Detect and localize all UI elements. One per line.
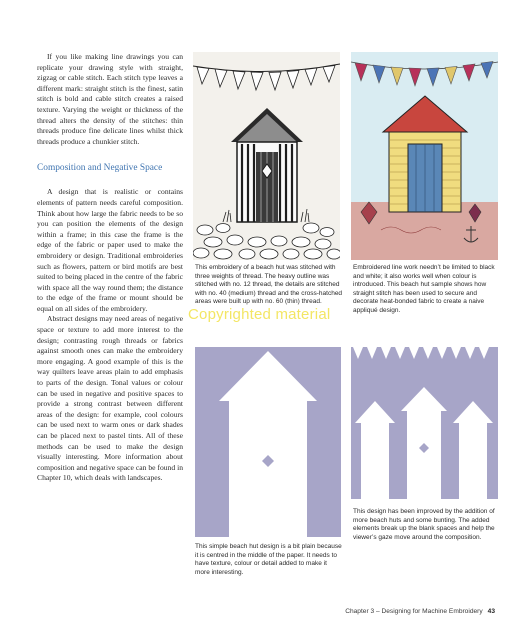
simple-hut-shape <box>195 347 341 537</box>
diagram-simple-beach-hut <box>195 347 341 537</box>
caption-bottom-right: This design has been improved by the addition of more beach huts and some bunting. The added elements break up the blank spaces and help the viewer’s gaze move around the composition. <box>353 508 495 541</box>
improved-huts-shape <box>351 347 498 499</box>
photo-colour-beach-hut-applique <box>351 52 498 260</box>
caption-top-left: This embroidery of a beach hut was stitched with three weights of thread. The heavy outline was stitched with no. 12 thread, the details are stitched with no. 40 (medium) thread and the cross-hatched areas were built up with no. 60 (thin) thread. <box>195 264 343 306</box>
section-heading: Composition and Negative Space <box>37 163 163 174</box>
photo-bw-beach-hut-embroidery <box>193 52 340 260</box>
page-number: 43 <box>487 608 495 615</box>
paragraph-stitch-types: If you like making line drawings you can replicate your drawing style with straight, zigzag or cable stitch. Each stitch type leaves a different mark: straight stitch is the finest, satin stitch is bold and cable stitch creates a raised texture. Varying the weight or thickness of the thread alters the density of the stitches: thin threads produce fine delicate lines whilst thick threads produce a chunkier stitch. <box>37 52 183 146</box>
caption-top-right: Embroidered line work needn’t be limited to black and white; it also works well when colour is introduced. This beach hut sample shows how straight stitch has been used to secure and decorate heat-bonded fabric to create a naive appliqué design. <box>353 264 495 314</box>
diagram-improved-beach-huts <box>351 347 498 499</box>
caption-bottom-left: This simple beach hut design is a bit plain because it is centred in the middle of the paper. It needs to have texture, colour or detail added to make it more interesting. <box>195 543 342 576</box>
paragraph-negative-space: Abstract designs may need areas of negative space or texture to add more interest to the design; contrasting rough threads or fabrics against smooth ones can make the embroidery more engaging. A good example of this is the way quilters leave areas plain to add emphasis to parts of the design. Tonal values or colour can be used in negative and positive spaces to provide a strong contrast between different areas of the design: for example, cool colours can be used next to warm ones or dark shades can be placed next to pastel tints. All of these methods can be used to make the design visually interesting. More information about composition and negative space can be found in Chapter 10, which deals with landscapes. <box>37 314 183 483</box>
footer-chapter-title: Chapter 3 – Designing for Machine Embroidery <box>345 608 483 615</box>
page-footer <box>345 608 495 615</box>
bw-hut-illustration <box>193 52 340 260</box>
paragraph-composition: A design that is realistic or contains elements of pattern needs careful composition. Think about how large the fabric needs to be so you can position the elements of the design within a frame; in this case the frame is the edge of the fabric or paper used to make the embroidery or design. Traditional embroideries such as flowers, pattern or bird motifs are best suited to being placed in the centre of the fabric with space all the way round them; the distance to the edge of the frame or mount should be equal on all sides of the embroidery. <box>37 187 183 313</box>
copyright-watermark: Copyrighted material <box>188 306 331 323</box>
left-text-column <box>37 52 183 484</box>
colour-hut-illustration <box>351 52 498 260</box>
